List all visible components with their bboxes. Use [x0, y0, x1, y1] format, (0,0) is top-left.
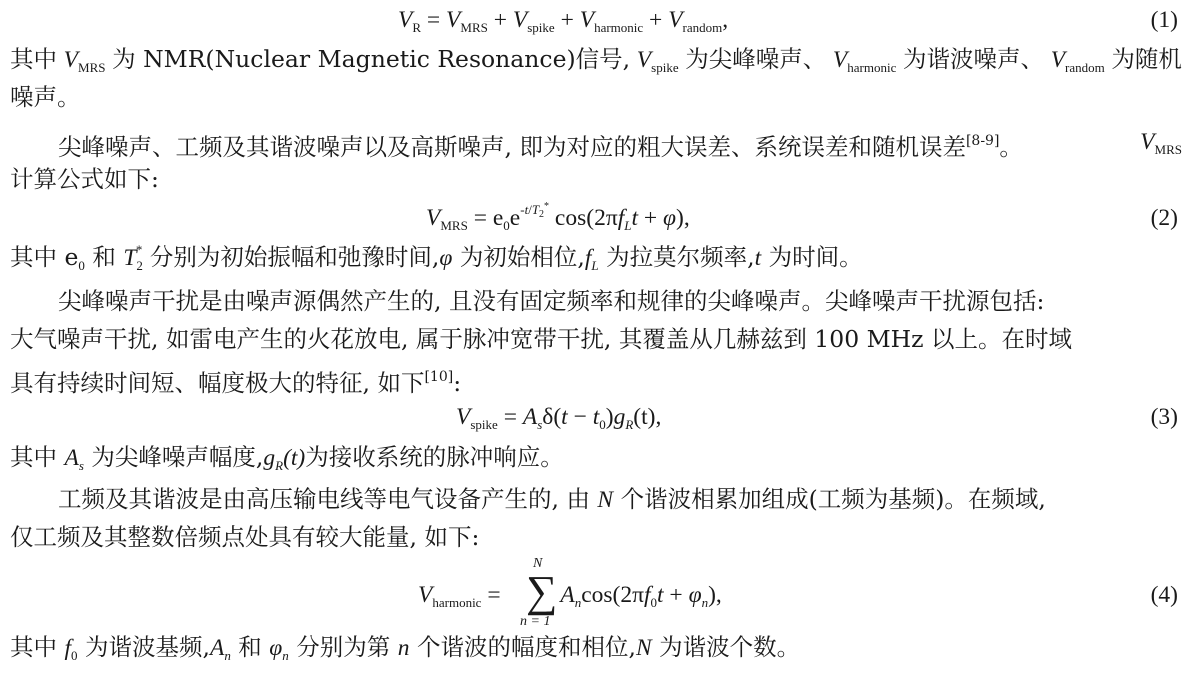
equation-number-3: (3) — [1150, 404, 1178, 430]
eq1-lhs: V — [398, 7, 413, 33]
paragraph-4-line-1: 尖峰噪声干扰是由噪声源偶然产生的, 且没有固定频率和规律的尖峰噪声。尖峰噪声干扰源包括: — [58, 287, 1045, 315]
paragraph-4-line-3: 具有持续时间短、幅度极大的特征, 如下[10]: — [10, 369, 462, 397]
paragraph-4-line-2: 大气噪声干扰, 如雷电产生的火花放电, 属于脉冲宽带干扰, 其覆盖从几赫兹到 100 MHz 以上。在时域 — [10, 325, 1073, 353]
exponent: -t/T2* — [520, 201, 550, 220]
paragraph-7: 其中 $f_0$ 为谐波基频$,A_n$ 和 $\varphi_n$ 分别为第 n 个谐波的幅度和相位,N 为谐波个数。 — [10, 633, 801, 663]
paragraph-1-line-1: 其中 $V_{MRS}$ 为 NMR(Nuclear Magnetic Resonance)信号, $V_{spike}$ 为尖峰噪声、 $V_{harmonic}$ 为谐波噪声、 $V_{random}$ 为随机 — [10, 45, 1182, 75]
paragraph-6-line-2: 仅工频及其整数倍频点处具有较大能量, 如下: — [10, 523, 480, 551]
equation-1: $V_R = V_{MRS} + V_{spike} + V_{harmonic} + V_{random}$, — [398, 7, 729, 35]
paragraph-3: 其中 $e_0$ 和 $T_2^*$ 分别为初始振幅和弛豫时间,φ 为初始相位$,f_L$ 为拉莫尔频率,t 为时间。 — [10, 242, 863, 273]
paragraph-5: 其中 $A_s$ 为尖峰噪声幅度$,g_R(t)$为接收系统的脉冲响应。 — [10, 443, 564, 473]
paragraph-1-line-2: 噪声。 — [10, 83, 81, 111]
paragraph-2-line-2: 计算公式如下: — [10, 165, 159, 193]
citation-10: [10] — [424, 369, 454, 385]
equation-3: $V_{spike} = A_s\delta(t - t_0)g_R(t)$, — [456, 404, 662, 432]
paragraph-2-line-1: 尖峰噪声、工频及其谐波噪声以及高斯噪声, 即为对应的粗大误差、系统误差和随机误差[8-9]。 $V_{MRS}$ — [58, 129, 1182, 161]
citation-8-9: [8-9] — [965, 133, 1000, 149]
equation-number-1: (1) — [1150, 7, 1178, 33]
equation-4: $V_{harmonic} = A_n\cos(2\pi f_0t + \varphi_n)$, — [418, 582, 722, 610]
paragraph-6-line-1: 工频及其谐波是由高压输电线等电气设备产生的, 由 N 个谐波相累加组成(工频为基频)。在频域, — [58, 485, 1046, 513]
equation-number-4: (4) — [1150, 582, 1178, 608]
document-page: $V_R = V_{MRS} + V_{spike} + V_{harmonic} + V_{random}$, (1) 其中 $V_{MRS}$ 为 NMR(Nuclear Magnetic Resonance)信号, $V_{spike}$ 为尖峰噪声、 $V_{harmonic}$ 为谐波噪声、 $V_{random}$ 为随机 噪声。 尖峰噪声、工频及其谐波噪声以及高斯噪声, 即为对应的粗大误差、系统误差和随机误差[8-9]。 $V_{MRS}$ 计算公式如下: $V_{MRS} = e_0e^{-t/T_2^*}$ $\cos(2\pi f_Lt + \varphi)$, (2) 其中 $e_0$ 和 $T_2^*$ 分别为初始振幅和弛豫时间,φ 为初始相位$,f_L$ 为拉莫尔频率,t 为时间。 尖峰噪声干扰是由噪声源偶然产生的, 且没有固定频率和规律的尖峰噪声。尖峰噪声干扰源包括: 大气噪声干扰, 如雷电产生的火花放电, 属于脉冲宽带干扰, 其覆盖从几赫兹到 100 MHz 以上。在时域 具有持续时间短、幅度极大的特征, 如下[10]: $V_{spike} = A_s\delta(t - t_0)g_R(t)$, (3) 其中 $A_s$ 为尖峰噪声幅度$,g_R(t)$为接收系统的脉冲响应。 工频及其谐波是由高压输电线等电气设备产生的, 由 N 个谐波相累加组成(工频为基频)。在频域, 仅工频及其整数倍频点处具有较大能量, 如下: $V_{harmonic} = A_n\cos(2\pi f_0t + \varphi_n)$, N ∑ n = 1 (4) 其中 $f_0$ 为谐波基频$,A_n$ 和 $\varphi_n$ 分别为第 n 个谐波的幅度和相位,N 为谐波个数。 — [10, 7, 1182, 663]
equation-2: $V_{MRS} = e_0e^{-t/T_2^*}$ $\cos(2\pi f_Lt + \varphi)$, — [426, 201, 690, 233]
equation-number-2: (2) — [1150, 205, 1178, 231]
